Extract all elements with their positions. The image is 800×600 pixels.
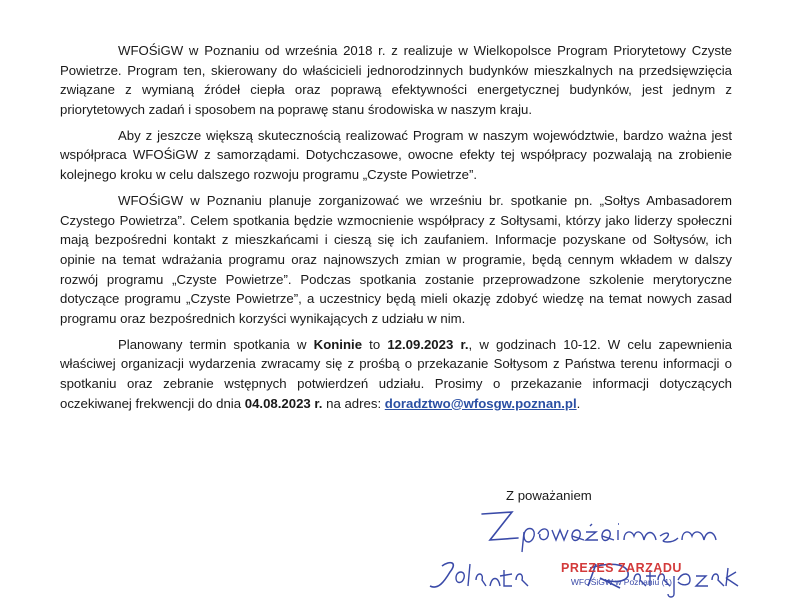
deadline-date: 04.08.2023 r.	[244, 395, 323, 411]
meeting-place: Koninie	[313, 336, 363, 352]
closing-text: Z poważaniem	[506, 488, 592, 503]
p4-text-d: na adres:	[322, 395, 385, 411]
meeting-date: 12.09.2023 r.	[387, 336, 469, 352]
stamp-org: WFOŚiGW w Poznaniu (1)	[570, 577, 672, 587]
email-link[interactable]: doradztwo@wfosgw.poznan.pl	[384, 395, 577, 411]
paragraph-1: WFOŚiGW w Poznaniu od września 2018 r. z realizuje w Wielkopolsce Program Priorytetowy Czyste Powietrze. Program ten, skierowany do właścicieli jednorodzinnych budynków mieszkalnych na przedsięwzięcia związane z wymianą źródeł ciepła oraz poprawą efektywności energetycznej budynków, jest jednym z priorytetowych zadań i sposobem na poprawę stanu środowiska w naszym kraju.	[60, 43, 732, 117]
p4-text-b: to	[362, 336, 388, 352]
paragraph-3: WFOŚiGW w Poznaniu planuje zorganizować we wrześniu br. spotkanie pn. „Sołtys Ambasadorem Czystego Powietrza”. Celem spotkania będzie wzmocnienie współpracy z Sołtysami, którzy jako liderzy społeczni mają bezpośredni kontakt z mieszkańcami i cieszą się ich zaufaniem. Informacje pozyskane od Sołtysów, ich opinie na temat wdrażania programu oraz najnowszych zmian w programie, będą cennym wkładem w dalszy rozwój programu „Czyste Powietrze”. Podczas spotkania zostanie przeprowadzone szkolenie merytoryczne dotyczące programu „Czyste Powietrze”, a uczestnicy będą mieli okazję zdobyć wiedzę na temat nowych zasad programu oraz bezpośrednich korzyści wynikających z udziału w nim.	[60, 193, 732, 326]
p4-text-end: .	[576, 395, 581, 411]
letter-body	[60, 41, 732, 420]
paragraph-4	[60, 335, 732, 413]
p4-text-c: , w godzinach 10-12. W celu zapewnienia właściwej organizacji wydarzenia zwracamy się z prośbą o przekazanie Sołtysom z Państwa terenu informacji o spotkaniu oraz zebranie wstępnych potwierdzeń udziału. Prosimy o przekazanie informacji dotyczących oczekiwanej frekwencji do dnia	[60, 336, 733, 411]
p4-text-a: Planowany termin spotkania w	[118, 336, 314, 352]
stamp-title: PREZES ZARZĄDU	[561, 561, 682, 575]
official-stamp	[561, 561, 682, 589]
paragraph-2: Aby z jeszcze większą skutecznością realizować Program w naszym województwie, bardzo ważna jest współpraca WFOŚiGW z samorządami. Dotychczasowe, owocne efekty tej współpracy pozwalają na zrobienie kolejnego kroku w celu dalszego rozwoju programu „Czyste Powietrze”.	[60, 127, 732, 183]
